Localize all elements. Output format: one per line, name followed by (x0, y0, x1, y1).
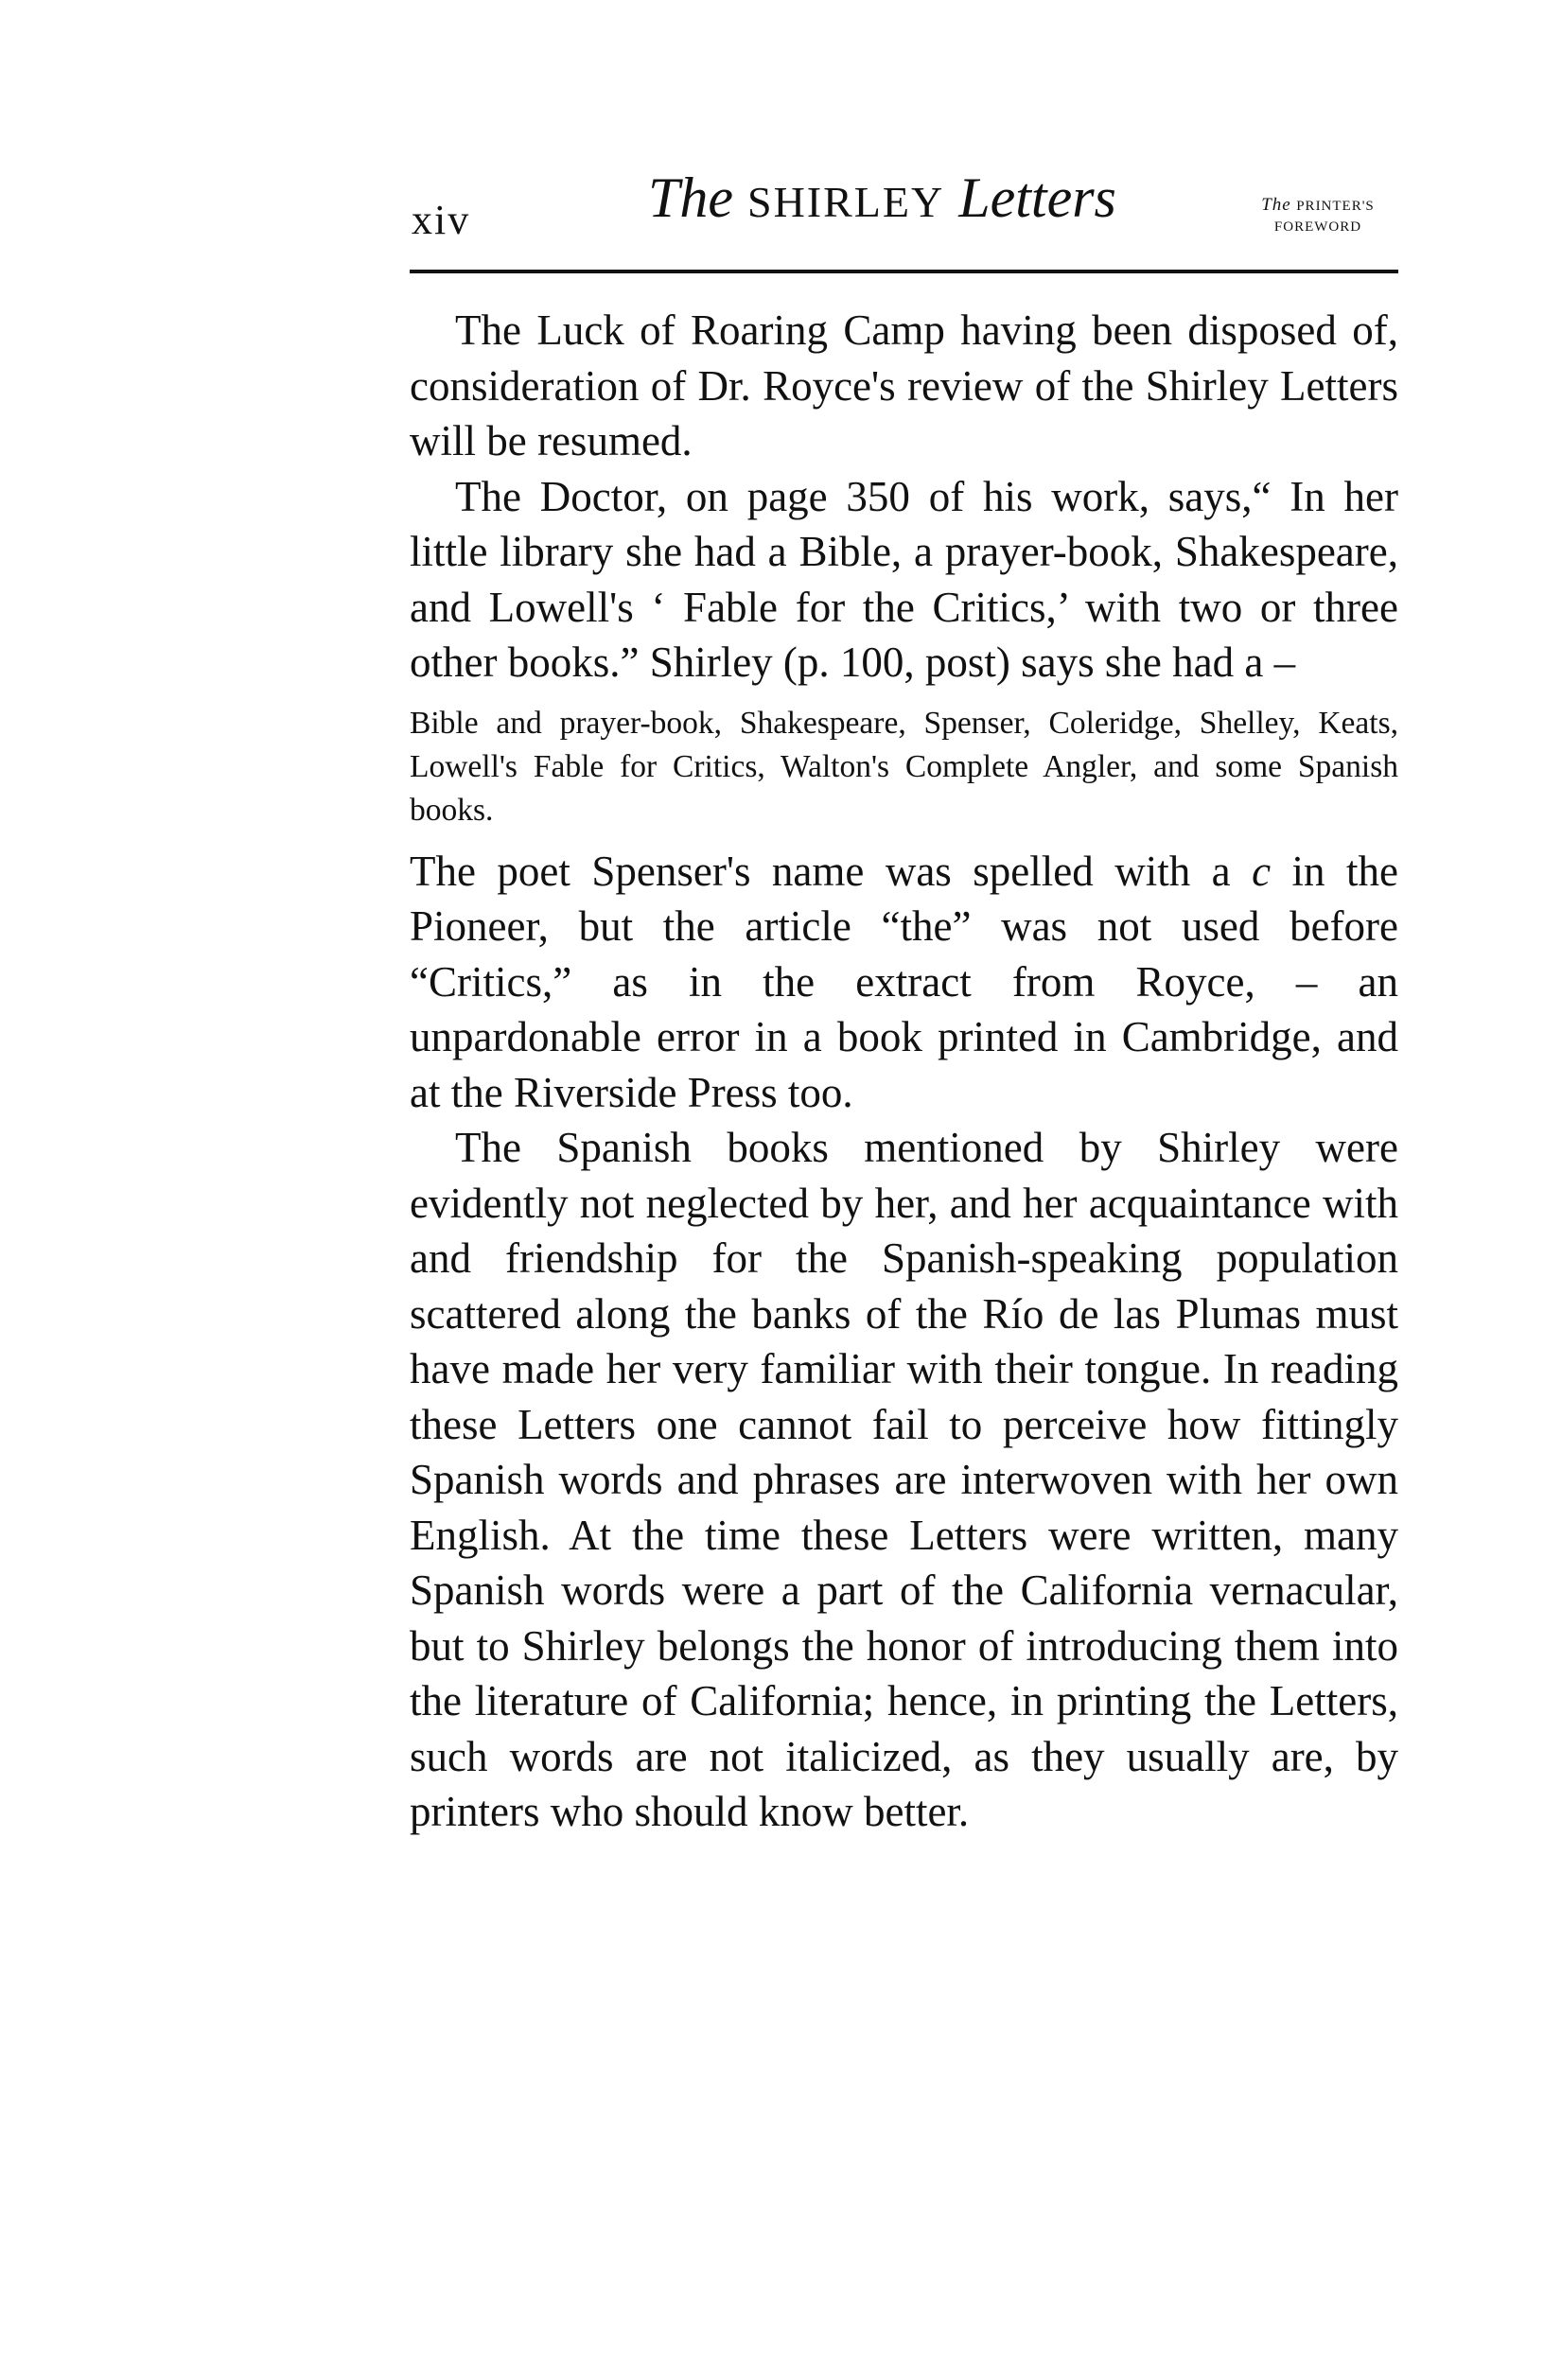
section-label-printers: PRINTER'S (1296, 199, 1375, 214)
paragraph-3-part-1: The poet Spenser's name was spelled with a (410, 847, 1253, 895)
book-title (648, 166, 1116, 231)
header-rule (410, 270, 1398, 273)
paragraph-3 (410, 844, 1398, 1121)
book-title-suffix: Letters (958, 166, 1116, 229)
book-title-prefix: The (648, 166, 733, 229)
section-label-the: The (1261, 195, 1291, 215)
paragraph-2: The Doctor, on page 350 of his work, says,“ In her little library she had a Bible, a prayer-book, Shakespeare, and Lowell's ‘ Fable for the Critics,’ with two or three other books.” Shirley (p. 100, post) says she had a – (410, 472, 1398, 686)
page-number: xiv (412, 197, 471, 243)
book-title-name: SHIRLEY (747, 178, 945, 226)
section-label-foreword: FOREWORD (1273, 219, 1362, 235)
section-label (1237, 194, 1398, 237)
paragraph-1: The Luck of Roaring Camp having been disposed of, consideration of Dr. Royce's review of the Shirley Letters will be resumed. (410, 306, 1398, 464)
paragraph-3-part-2: in the Pioneer, but the article “the” was not used before “Critics,” as in the extract from Royce, – an unpardonable error in a book printed in Cambridge, and at the Riverside Press too. (410, 847, 1398, 1116)
body-text (410, 303, 1398, 1840)
block-quote: Bible and prayer-book, Shakespeare, Spenser, Coleridge, Shelley, Keats, Lowell's Fable for Critics, Walton's Complete Angler, and some Spanish books. (410, 705, 1398, 828)
paragraph-3-italic-letter: c (1252, 847, 1272, 895)
running-head (412, 166, 1398, 270)
paragraph-4: The Spanish books mentioned by Shirley were evidently not neglected by her, and her acquaintance with and friendship for the Spanish-speaking population scattered along the banks of the Río de las Plumas must have made her very familiar with their tongue. In reading these Letters one cannot fail to perceive how fittingly Spanish words and phrases are interwoven with her own English. At the time these Letters were written, many Spanish words were a part of the California vernacular, but to Shirley belongs the honor of introducing them into the literature of California; hence, in printing the Letters, such words are not italicized, as they usually are, by printers who should know better. (410, 1124, 1398, 1835)
section-label-line-1 (1237, 194, 1398, 217)
